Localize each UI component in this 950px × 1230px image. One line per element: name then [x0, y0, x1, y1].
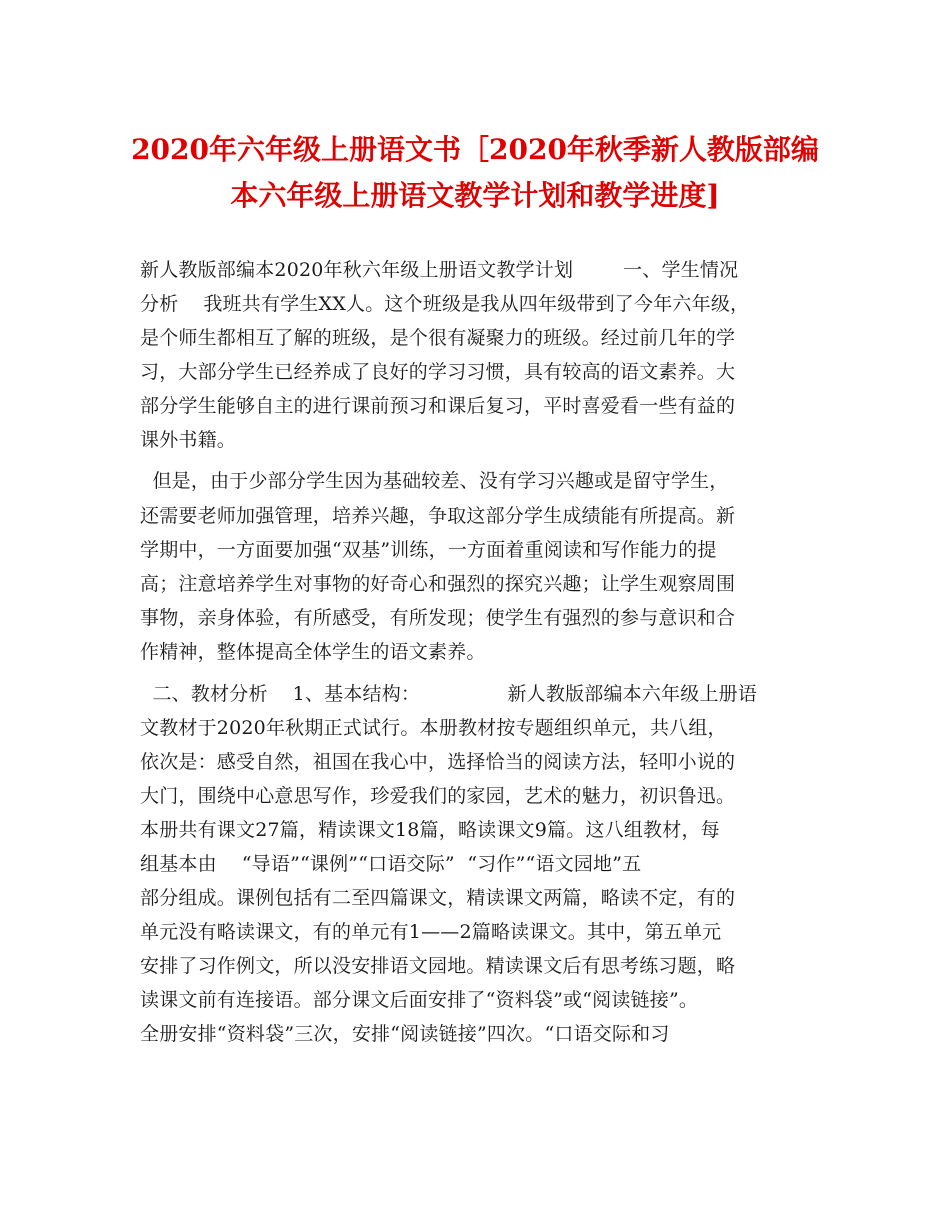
body-text-line: 课外书籍。: [140, 429, 237, 451]
body-text-line: 作精神，整体提高全体学生的语文素养。: [140, 641, 486, 663]
body-text-line: 事物，亲身体验，有所感受，有所发现；使学生有强烈的参与意识和合: [140, 607, 736, 629]
body-text-line: 还需要老师加强管理，培养兴趣，争取这部分学生成绩能有所提高。新: [140, 505, 736, 527]
body-text-line: 分析 我班共有学生XX人。这个班级是我从四年级带到了今年六年级，: [140, 293, 750, 315]
body-text-line: 组基本由 “导语”“课例”“口语交际” “习作”“语文园地”五: [140, 853, 642, 875]
body-text-line: 依次是：感受自然，祖国在我心中，选择恰当的阅读方法，轻叩小说的: [140, 751, 736, 773]
body-text-line: 新人教版部编本2020年秋六年级上册语文教学计划 一、学生情况: [140, 259, 739, 281]
body-text-line: 本册共有课文27篇，精读课文18篇，略读课文9篇。这八组教材，每: [140, 819, 720, 841]
body-text-line: 部分组成。课例包括有二至四篇课文，精读课文两篇，略读不定，有的: [140, 887, 736, 909]
body-text-line: 大门，围绕中心意思写作，珍爱我们的家园，艺术的魅力，初识鲁迅。: [140, 785, 736, 807]
body-text-line: 全册安排“资料袋”三次，安排“阅读链接”四次。“口语交际和习: [140, 1023, 670, 1045]
body-text-line: 单元没有略读课文，有的单元有1——2篇略读课文。其中，第五单元: [140, 921, 722, 943]
body-text-line: 部分学生能够自主的进行课前预习和课后复习，平时喜爱看一些有益的: [140, 395, 736, 417]
body-text-line: 是个师生都相互了解的班级，是个很有凝聚力的班级。经过前几年的学: [140, 327, 736, 349]
body-text-line: 高；注意培养学生对事物的好奇心和强烈的探究兴趣；让学生观察周围: [140, 573, 736, 595]
body-text-line: 读课文前有连接语。部分课文后面安排了“资料袋”或“阅读链接”。: [140, 989, 699, 1011]
body-text-line: 但是，由于少部分学生因为基础较差、没有学习兴趣或是留守学生，: [140, 470, 729, 492]
body-text-line: 安排了习作例文，所以没安排语文园地。精读课文后有思考练习题，略: [140, 955, 736, 977]
document-title-line-1: 2020年六年级上册语文书［2020年秋季新人教版部编: [131, 133, 819, 166]
document-title-line-2: 本六年级上册语文教学计划和教学进度]: [230, 179, 720, 212]
body-text-line: 学期中，一方面要加强“双基”训练，一方面着重阅读和写作能力的提: [140, 539, 717, 561]
body-text-line: 二、教材分析 1、基本结构： 新人教版部编本六年级上册语: [140, 683, 758, 705]
body-text-line: 习，大部分学生已经养成了良好的学习习惯，具有较高的语文素养。大: [140, 361, 736, 383]
body-text-line: 文教材于2020年秋期正式试行。本册教材按专题组织单元，共八组，: [140, 717, 727, 739]
